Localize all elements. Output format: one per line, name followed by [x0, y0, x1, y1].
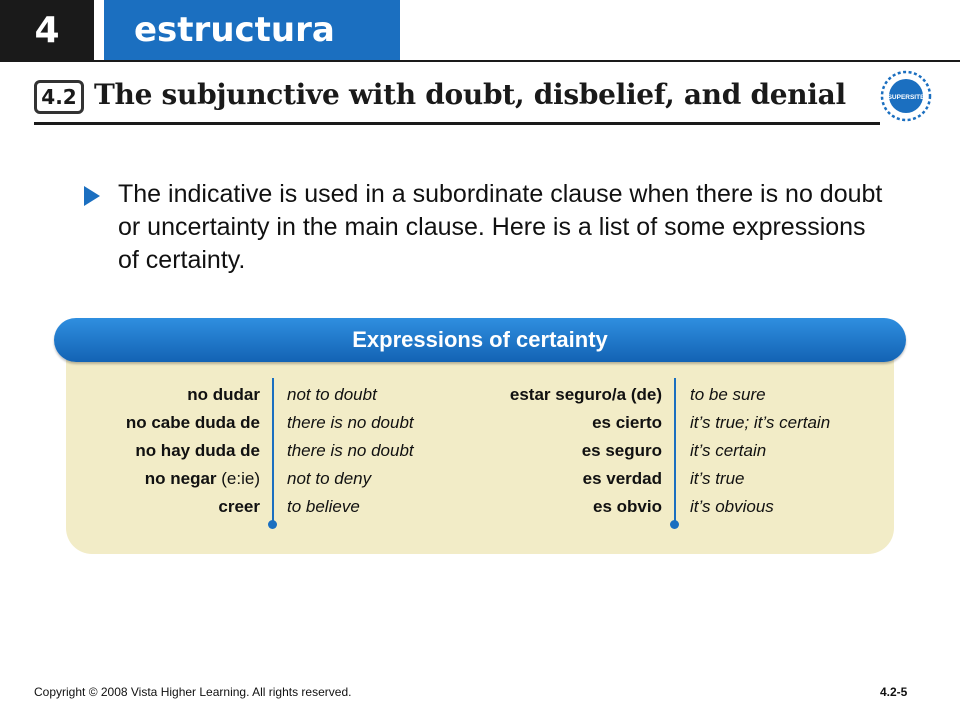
right-expression: es obvio	[593, 497, 662, 516]
right-column-divider	[674, 378, 676, 524]
left-translation: not to deny	[287, 469, 372, 488]
copyright-text: Copyright © 2008 Vista Higher Learning. All rights reserved.	[34, 685, 352, 699]
left-expression: no hay duda de	[135, 441, 260, 460]
arrow-bullet-icon	[84, 186, 100, 206]
chapter-number-box	[0, 0, 94, 60]
left-expression: creer	[218, 497, 260, 516]
section-tab	[104, 0, 400, 60]
lesson-number: 4.2	[41, 85, 77, 109]
right-translation: it’s true	[690, 469, 745, 488]
table-header	[54, 318, 906, 362]
left-divider-dot	[268, 520, 277, 529]
right-expression: es seguro	[581, 441, 662, 460]
bullet-text: The indicative is used in a subordinate clause when there is no doubt or uncertainty in the main clause. Here is a list of some expressions of certainty.	[118, 180, 883, 274]
section-label: estructura	[134, 10, 335, 50]
supersite-label: SUPERSITE	[887, 94, 925, 101]
chapter-number: 4	[34, 9, 60, 51]
right-expression: es cierto	[592, 413, 662, 432]
supersite-icon[interactable]	[880, 70, 932, 122]
lesson-number-badge	[34, 80, 84, 114]
left-translation: there is no doubt	[287, 441, 414, 460]
left-expression: no cabe duda de	[125, 413, 260, 432]
lesson-title: The subjunctive with doubt, disbelief, and denial	[94, 78, 846, 111]
right-translation: it’s certain	[690, 441, 767, 460]
header-divider	[0, 60, 960, 62]
title-divider	[34, 122, 880, 125]
slide-number: 4.2-5	[880, 685, 908, 699]
right-translation: it’s obvious	[690, 497, 774, 516]
left-translation: to believe	[287, 497, 360, 516]
table-title: Expressions of certainty	[352, 327, 608, 352]
stem-change-note: (e:ie)	[216, 469, 260, 488]
right-translation: it’s true; it’s certain	[690, 413, 831, 432]
left-translation: not to doubt	[287, 385, 377, 404]
right-expression: es verdad	[582, 469, 662, 488]
left-column-divider	[272, 378, 274, 524]
left-expression: no negar (e:ie)	[144, 469, 260, 488]
right-translation: to be sure	[690, 385, 766, 404]
right-divider-dot	[670, 520, 679, 529]
right-expression: estar seguro/a (de)	[509, 385, 662, 404]
left-translation: there is no doubt	[287, 413, 414, 432]
left-expression: no dudar	[187, 385, 260, 404]
